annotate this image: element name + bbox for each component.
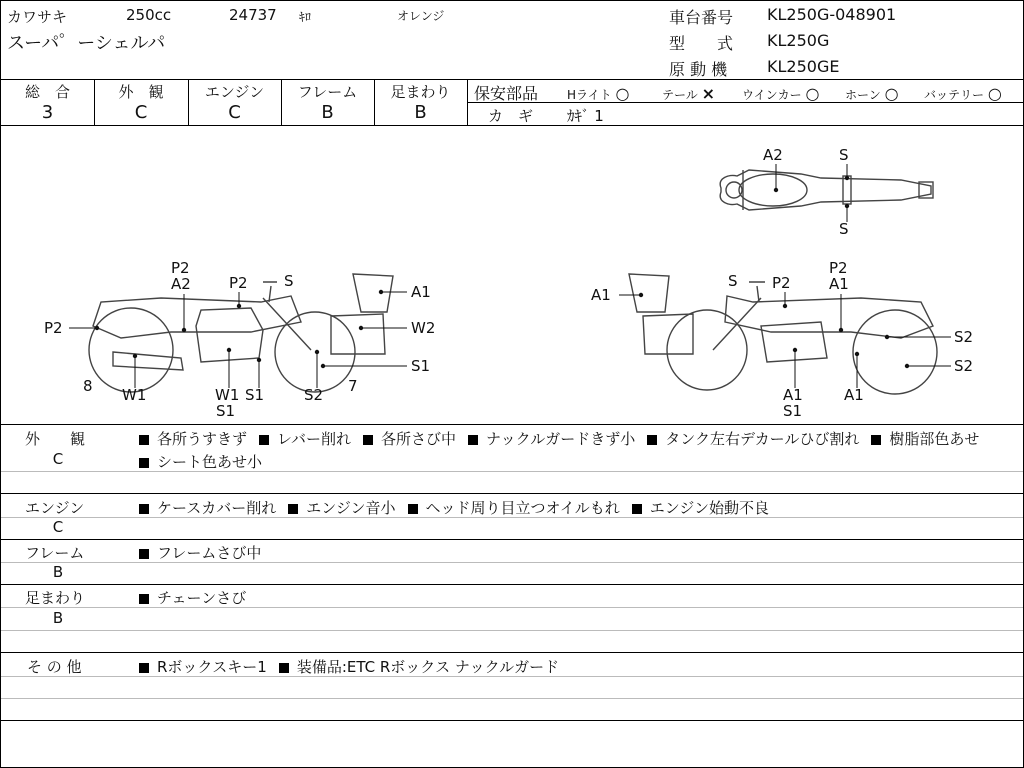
note-exterior-label: 外 観 <box>25 430 86 448</box>
note-item: ヘッド周り目立つオイルもれ <box>406 497 620 518</box>
note-other-items <box>137 656 1007 677</box>
note-item: 各所うすきず <box>137 428 247 449</box>
divider <box>1 79 1023 80</box>
key-value: ｶｷﾞ 1 <box>567 107 604 125</box>
divider <box>1 584 1023 585</box>
note-item: ナックルガードきず小 <box>466 428 635 449</box>
engine-type-value: KL250GE <box>767 57 840 76</box>
grade-exterior-label: 外 観 <box>118 83 164 101</box>
note-other-label: そ の 他 <box>27 658 82 676</box>
safety-battery: バッテリー ○ <box>924 84 1002 103</box>
label-right-s2: S2 <box>954 328 974 346</box>
frame-number-label: 車台番号 <box>669 8 734 27</box>
note-suspension-label: 足まわり <box>25 589 86 607</box>
label-right-s2-b: S2 <box>954 357 974 375</box>
label-right-p2-b: P2 <box>829 259 848 277</box>
note-item: シート色あせ小 <box>137 451 262 472</box>
label-left-p2-c: P2 <box>44 319 63 337</box>
divider <box>1 607 1023 608</box>
note-item: エンジン始動不良 <box>630 497 769 518</box>
frame-number-value: KL250G-048901 <box>767 5 897 24</box>
label-right-p2: P2 <box>772 274 791 292</box>
model-name: スーパ゜ーシェルパ <box>7 33 166 54</box>
grade-suspension-label: 足まわり <box>390 83 451 101</box>
label-left-w1: W1 <box>122 386 147 404</box>
safety-tail: テール × <box>662 84 715 103</box>
grade-frame-label: フレーム <box>297 83 358 101</box>
mileage: 24737 <box>229 6 277 24</box>
note-frame-grade: B <box>52 563 64 581</box>
label-top-a2: A2 <box>763 146 783 164</box>
label-right-a1-b: A1 <box>829 275 849 293</box>
note-item: レバー削れ <box>257 428 351 449</box>
note-exterior-grade: C <box>52 450 64 468</box>
label-left-w1-b: W1 <box>215 386 240 404</box>
label-top-s-upper: S <box>839 146 849 164</box>
divider <box>1 493 1023 494</box>
safety-label: 保安部品 <box>474 84 539 103</box>
label-right-s: S <box>728 272 738 290</box>
label-left-s1-b: S1 <box>245 386 265 404</box>
diagram-right-labels <box>591 259 973 420</box>
note-item: 樹脂部色あせ <box>869 428 979 449</box>
label-right-a1-c: A1 <box>783 386 803 404</box>
divider <box>1 652 1023 653</box>
key-label: カ ギ <box>488 107 534 125</box>
note-item: 装備品:ETC Rボックス ナックルガード <box>277 656 559 677</box>
note-frame-items <box>137 542 1007 563</box>
divider <box>1 720 1023 721</box>
label-left-s1-c: S1 <box>216 402 236 420</box>
label-left-s2: S2 <box>304 386 324 404</box>
divider <box>1 698 1023 699</box>
grade-engine-value: C <box>228 102 241 123</box>
label-right-a1-d: A1 <box>844 386 864 404</box>
divider <box>1 630 1023 631</box>
damage-diagram <box>1 126 1023 424</box>
diagram-left-labels <box>44 259 435 420</box>
model-type-value: KL250G <box>767 31 830 50</box>
note-item: チェーンさび <box>137 587 246 608</box>
label-right-s1: S1 <box>783 402 803 420</box>
divider <box>1 517 1023 518</box>
note-item: ケースカバー削れ <box>137 497 276 518</box>
model-type-label: 型 式 <box>669 34 734 53</box>
engine-type-label: 原 動 機 <box>669 60 728 79</box>
divider <box>1 562 1023 563</box>
label-left-w2: W2 <box>411 319 436 337</box>
label-left-s1: S1 <box>411 357 431 375</box>
divider <box>1 424 1023 425</box>
note-item: Rボックスキー1 <box>137 656 267 677</box>
grade-total-label: 総 合 <box>24 83 70 101</box>
grade-engine-label: エンジン <box>204 83 265 101</box>
note-exterior-items <box>137 428 1007 472</box>
label-left-p2-b: P2 <box>229 274 248 292</box>
note-engine-label: エンジン <box>25 499 85 517</box>
note-suspension-items <box>137 587 1007 608</box>
safety-headlight: Hライト ○ <box>567 84 630 103</box>
label-left-p2: P2 <box>171 259 190 277</box>
label-left-s: S <box>284 272 294 290</box>
label-right-a1: A1 <box>591 286 611 304</box>
color: オレンジ <box>397 9 445 23</box>
note-item: タンク左右デカールひび割れ <box>645 428 859 449</box>
grade-exterior-value: C <box>134 102 148 123</box>
label-left-a2: A2 <box>171 275 191 293</box>
label-left-8: 8 <box>83 377 93 395</box>
label-top-s-lower: S <box>839 220 849 238</box>
divider <box>1 471 1023 472</box>
label-left-7: 7 <box>348 377 358 395</box>
note-frame-label: フレーム <box>25 544 85 562</box>
bike-top-view <box>720 170 933 210</box>
bike-right-view <box>629 274 937 394</box>
displacement: 250cc <box>126 6 172 24</box>
divider <box>1 676 1023 677</box>
label-left-a1: A1 <box>411 283 431 301</box>
grade-suspension-value: B <box>414 102 427 123</box>
safety-winker: ウインカー ○ <box>742 84 820 103</box>
note-engine-grade: C <box>52 518 64 536</box>
safety-horn: ホーン ○ <box>845 84 899 103</box>
note-item: フレームさび中 <box>137 542 261 563</box>
note-item: エンジン音小 <box>286 497 395 518</box>
note-engine-items <box>137 497 1007 518</box>
note-item: 各所さび中 <box>361 428 456 449</box>
note-suspension-grade: B <box>52 609 64 627</box>
divider <box>1 539 1023 540</box>
grade-total-value: 3 <box>41 102 54 123</box>
mileage-unit: ｷﾛ <box>299 10 312 24</box>
maker: カワサキ <box>7 8 68 26</box>
grade-frame-value: B <box>321 102 334 123</box>
